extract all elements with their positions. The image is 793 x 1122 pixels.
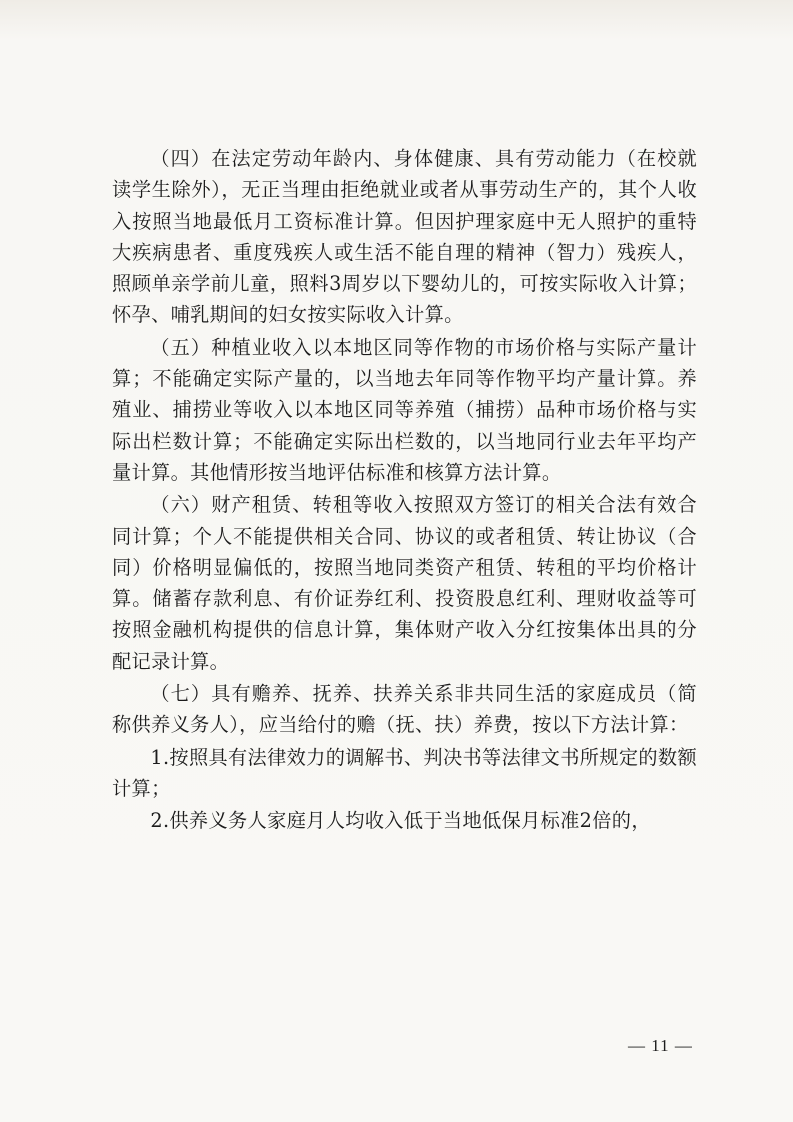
page-number: — 11 — xyxy=(628,1036,693,1055)
paragraph-subitem-1: 1.按照具有法律效力的调解书、判决书等法律文书所规定的数额计算； xyxy=(112,745,697,800)
paragraph-item-4: （四）在法定劳动年龄内、身体健康、具有劳动能力（在校就读学生除外），无正当理由拒绝就业或者从事劳动生产的，其个人收入按照当地最低月工资标准计算。但因护理家庭中无人照护的重特大疾病患者、重度残疾人或生活不能自理的精神（智力）残疾人，照顾单亲学前儿童，照料3周岁以下婴幼儿的，可按实际收入计算；怀孕、哺乳期间的妇女按实际收入计算。 xyxy=(112,147,697,327)
paragraph-item-7: （七）具有赡养、抚养、扶养关系非共同生活的家庭成员（简称供养义务人），应当给付的赡（抚、扶）养费，按以下方法计算： xyxy=(112,682,697,737)
paragraph-item-6: （六）财产租赁、转租等收入按照双方签订的相关合法有效合同计算；个人不能提供相关合同、协议的或者租赁、转让协议（合同）价格明显偏低的，按照当地同类资产租赁、转租的平均价格计算。储蓄存款利息、有价证券红利、投资股息红利、理财收益等可按照金融机构提供的信息计算，集体财产收入分红按集体出具的分配记录计算。 xyxy=(112,493,697,673)
body-text xyxy=(112,143,697,837)
paragraph-item-5: （五）种植业收入以本地区同等作物的市场价格与实际产量计算；不能确定实际产量的，以当地去年同等作物平均产量计算。养殖业、捕捞业等收入以本地区同等养殖（捕捞）品种市场价格与实际出栏数计算；不能确定实际出栏数的，以当地同行业去年平均产量计算。其他情形按当地评估标准和核算方法计算。 xyxy=(112,335,697,484)
bleed-through-mark xyxy=(330,62,390,102)
paragraph-subitem-2: 2.供养义务人家庭月人均收入低于当地低保月标准2倍的， xyxy=(150,809,651,833)
